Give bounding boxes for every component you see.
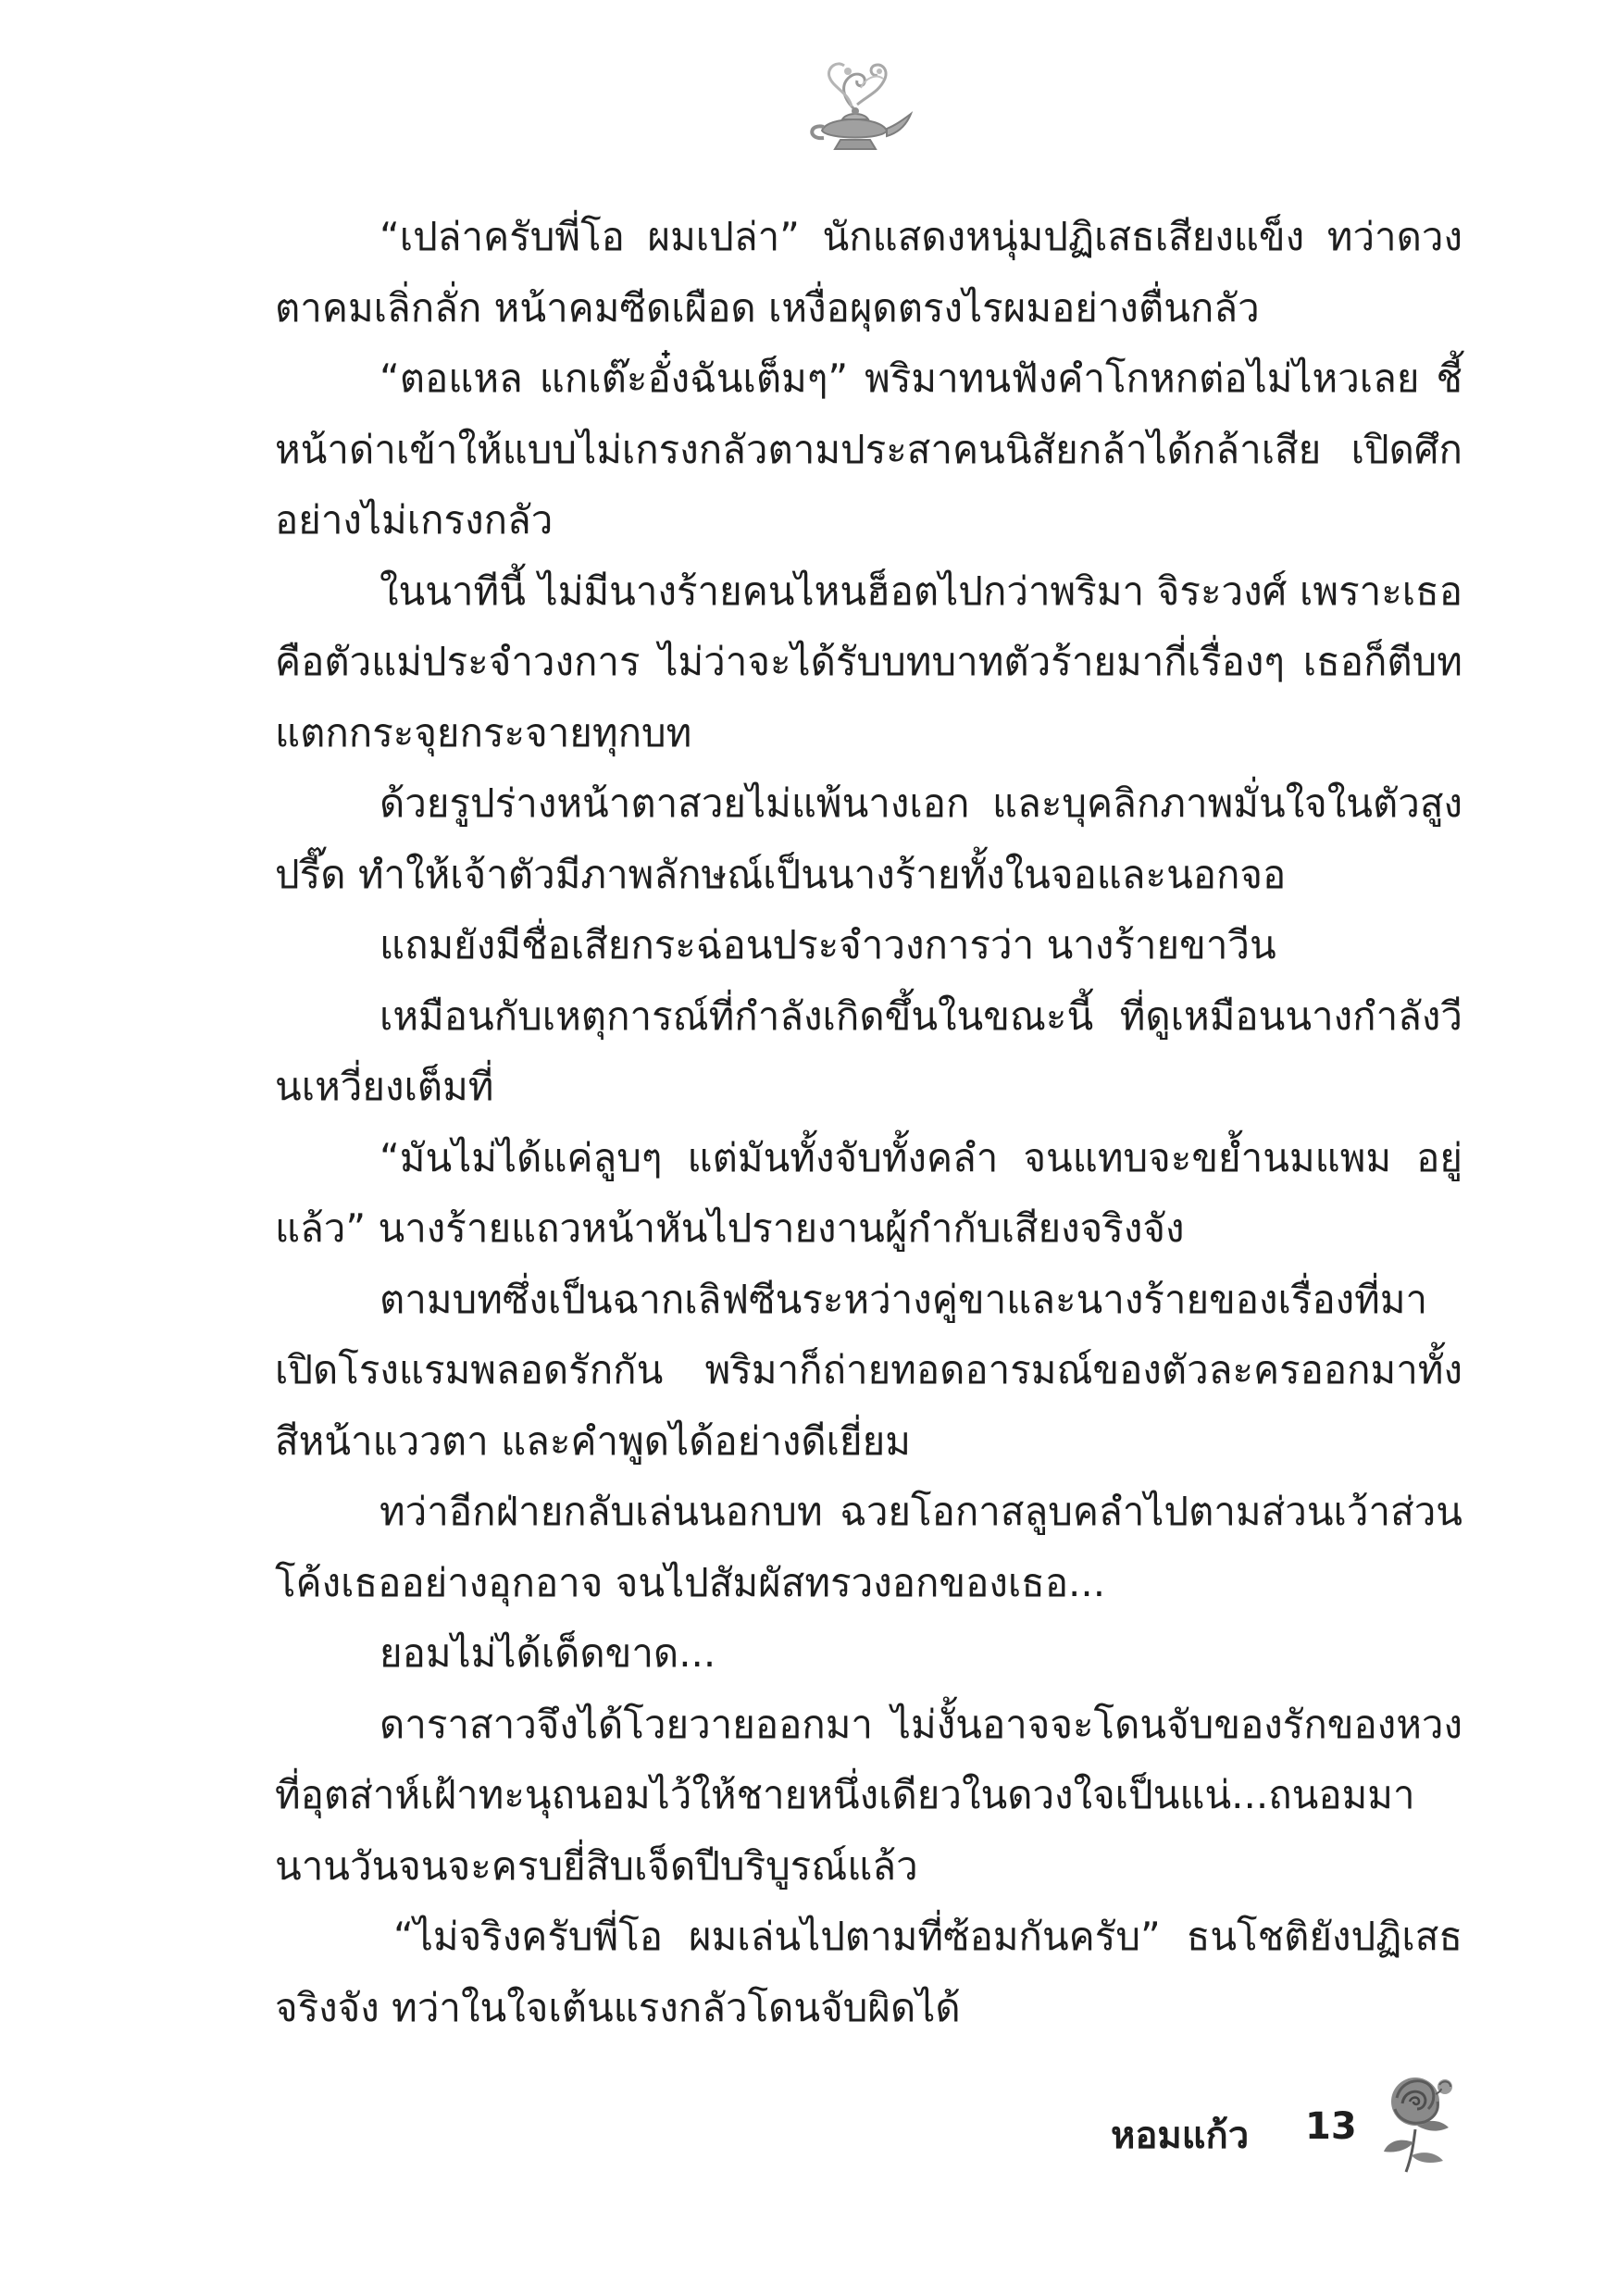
paragraph: ด้วยรูปร่างหน้าตาสวยไม่แพ้นางเอก และบุคลิกภาพมั่นใจในตัวสูงปรี๊ด ทำให้เจ้าตัวมีภาพลักษณ์เป็นนางร้ายทั้งในจอและนอกจอ <box>275 780 1462 897</box>
body-text <box>275 202 1462 2043</box>
paragraph: แถมยังมีชื่อเสียกระฉ่อนประจำวงการว่า นางร้ายขาวีน <box>380 922 1276 967</box>
paragraph: ดาราสาวจึงได้โวยวายออกมา ไม่งั้นอาจจะโดนจับของรักของหวงที่อุตส่าห์เฝ้าทะนุถนอมไว้ให้ชายหนึ่งเดียวในดวงใจเป็นแน่...ถนอมมานานวันจนจะครบยี่สิบเจ็ดปีบริบูรณ์แล้ว <box>275 1701 1462 1889</box>
paragraph: ทว่าอีกฝ่ายกลับเล่นนอกบท ฉวยโอกาสลูบคลำไปตามส่วนเว้าส่วนโค้งเธออย่างอุกอาจ จนไปสัมผัสทรวงอกของเธอ... <box>275 1489 1462 1605</box>
paragraph: ตามบทซึ่งเป็นฉากเลิฟซีนระหว่างคู่ขาและนางร้ายของเรื่องที่มาเปิดโรงแรมพลอดรักกัน พริมาก็ถ่ายทอดอารมณ์ของตัวละครออกมาทั้งสีหน้าแววตา และคำพูดได้อย่างดีเยี่ยม <box>275 1276 1462 1464</box>
book-title: หอมแก้ว <box>1111 2115 1250 2157</box>
genie-lamp-ornament-icon <box>796 51 916 162</box>
paragraph: “มันไม่ได้แค่ลูบๆ แต่มันทั้งจับทั้งคลำ จนแทบจะขย้ำนมแพม อยู่แล้ว” นางร้ายแถวหน้าหันไปรายงานผู้กำกับเสียงจริงจัง <box>275 1134 1462 1251</box>
rose-icon <box>1375 2065 1458 2176</box>
paragraph: “ไม่จริงครับพี่โอ ผมเล่นไปตามที่ซ้อมกันครับ” ธนโชติยังปฏิเสธจริงจัง ทว่าในใจเต้นแรงกลัวโดนจับผิดได้ <box>275 1914 1462 2030</box>
paragraph: ยอมไม่ได้เด็ดขาด... <box>380 1630 716 1676</box>
page-footer <box>1092 2065 1527 2194</box>
paragraph: “เปล่าครับพี่โอ ผมเปล่า” นักแสดงหนุ่มปฏิเสธเสียงแข็ง ทว่าดวงตาคมเลิ่กลั่ก หน้าคมซีดเผือด เหงื่อผุดตรงไรผมอย่างตื่นกลัว <box>275 214 1462 331</box>
paragraph: เหมือนกับเหตุการณ์ที่กำลังเกิดขึ้นในขณะนี้ ที่ดูเหมือนนางกำลังวีนเหวี่ยงเต็มที่ <box>275 992 1462 1109</box>
paragraph: “ตอแหล แกเต๊ะอั๋งฉันเต็มๆ” พริมาทนฟังคำโกหกต่อไม่ไหวเลย ชี้หน้าด่าเข้าให้แบบไม่เกรงกลัวตามประสาคนนิสัยกล้าได้กล้าเสีย เปิดศึกอย่างไม่เกรงกลัว <box>275 356 1462 543</box>
paragraph: ในนาทีนี้ ไม่มีนางร้ายคนไหนฮ็อตไปกว่าพริมา จิระวงศ์ เพราะเธอคือตัวแม่ประจำวงการ ไม่ว่าจะได้รับบทบาทตัวร้ายมากี่เรื่องๆ เธอก็ตีบทแตกกระจุยกระจายทุกบท <box>275 568 1462 755</box>
page-number: 13 <box>1305 2105 1357 2148</box>
